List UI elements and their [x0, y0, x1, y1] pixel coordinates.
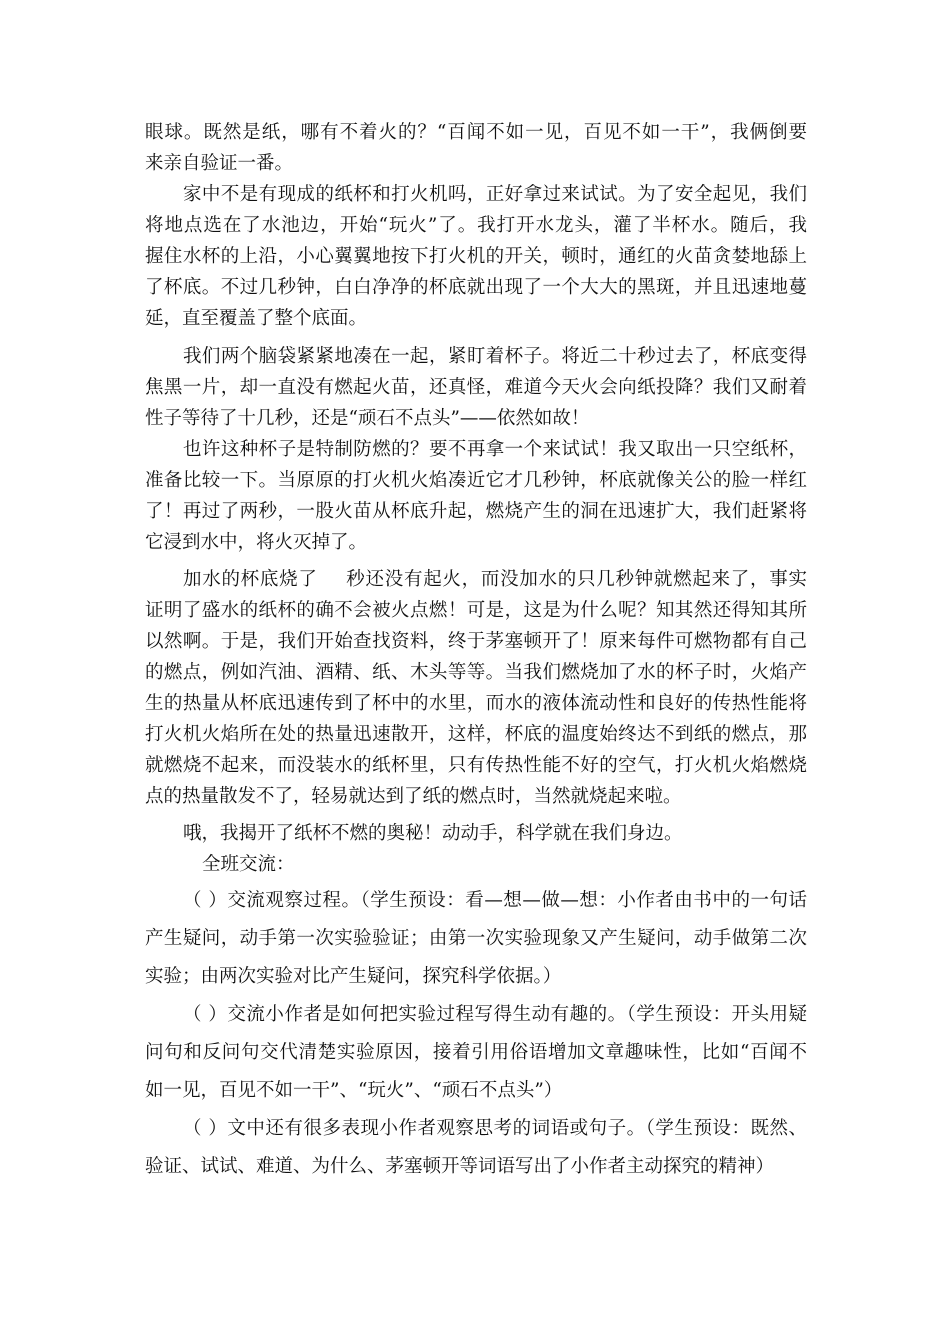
text-line: 就燃烧不起来，而没装水的纸杯里，只有传热性能不好的空气，打火机火焰燃烧: [145, 755, 807, 776]
text-line: 眼球。既然是纸，哪有不着火的？“百闻不如一见，百见不如一干”，我俩倒要: [145, 122, 807, 143]
text-line: 打火机火焰所在处的热量迅速散开，这样，杯底的温度始终达不到纸的燃点，那: [145, 724, 807, 745]
text-line: 性子等待了十几秒，还是“顽石不点头”——依然如故！: [145, 408, 590, 429]
text-line: 我们两个脑袋紧紧地凑在一起，紧盯着杯子。将近二十秒过去了，杯底变得: [183, 346, 807, 367]
text-line: 以然啊。于是，我们开始查找资料，终于茅塞顿开了！原来每件可燃物都有自己: [145, 631, 807, 652]
text-line: 焦黑一片，却一直没有燃起火苗，还真怪，难道今天火会向纸投降？我们又耐着: [145, 377, 807, 398]
text-line: [183, 567, 807, 593]
text-line: 它浸到水中，将火灭掉了。: [145, 532, 368, 553]
text-line: 延，直至覆盖了整个底面。: [145, 308, 368, 329]
text-line: （ ）交流观察过程。（学生预设：看—想—做—想：小作者由书中的一句话: [183, 890, 807, 911]
text-line: （ ）交流小作者是如何把实验过程写得生动有趣的。（学生预设：开头用疑: [183, 1004, 807, 1025]
text-line: 产生疑问，动手第一次实验验证；由第一次实验现象又产生疑问，动手做第二次: [145, 928, 807, 949]
text-line: 了杯底。不过几秒钟，白白净净的杯底就出现了一个大大的黑斑，并且迅速地蔓: [145, 277, 807, 298]
text-line: 生的热量从杯底迅速传到了杯中的水里，而水的液体流动性和良好的传热性能将: [145, 693, 807, 714]
text-line: 将地点选在了水池边，开始“玩火”了。我打开水龙头，灌了半杯水。随后，我: [145, 215, 807, 236]
text-line: 握住水杯的上沿，小心翼翼地按下打火机的开关，顿时，通红的火苗贪婪地舔上: [145, 246, 807, 267]
text-line: 证明了盛水的纸杯的确不会被火点燃！可是，这是为什么呢？知其然还得知其所: [145, 600, 807, 621]
text-line: 的燃点，例如汽油、酒精、纸、木头等等。当我们燃烧加了水的杯子时，火焰产: [145, 662, 807, 683]
text-line: 点的热量散发不了，轻易就达到了纸的燃点时，当然就烧起来啦。: [145, 786, 682, 807]
text-line: （ ）文中还有很多表现小作者观察思考的词语或句子。（学生预设：既然、: [183, 1118, 807, 1139]
text-line: 家中不是有现成的纸杯和打火机吗，正好拿过来试试。为了安全起见，我们: [183, 184, 807, 205]
text-line: 了！再过了两秒，一股火苗从杯底升起，燃烧产生的洞在迅速扩大，我们赶紧将: [145, 501, 807, 522]
text-line: 也许这种杯子是特制防燃的？要不再拿一个来试试！我又取出一只空纸杯，: [183, 439, 807, 460]
section-heading: 全班交流：: [202, 854, 295, 875]
text-line: 验证、试试、难道、为什么、茅塞顿开等词语写出了小作者主动探究的精神）: [145, 1156, 775, 1177]
text-line: 准备比较一下。当原原的打火机火焰凑近它才几秒钟，杯底就像关公的脸一样红: [145, 470, 807, 491]
text-fragment: 加水的杯底烧了: [183, 569, 318, 590]
text-fragment: 秒还没有起火，而没加水的只几秒钟就燃起来了，事实: [345, 569, 807, 590]
text-line: 问句和反问句交代清楚实验原因，接着引用俗语增加文章趣味性，比如“百闻不: [145, 1042, 807, 1063]
text-line: 实验；由两次实验对比产生疑问，探究科学依据。）: [145, 966, 562, 987]
text-line: 来亲自验证一番。: [145, 153, 294, 174]
text-line: 如一见，百见不如一干”、“玩火”、“顽石不点头”）: [145, 1080, 563, 1101]
text-line: 哦，我揭开了纸杯不燃的奥秘！动动手，科学就在我们身边。: [183, 823, 683, 844]
